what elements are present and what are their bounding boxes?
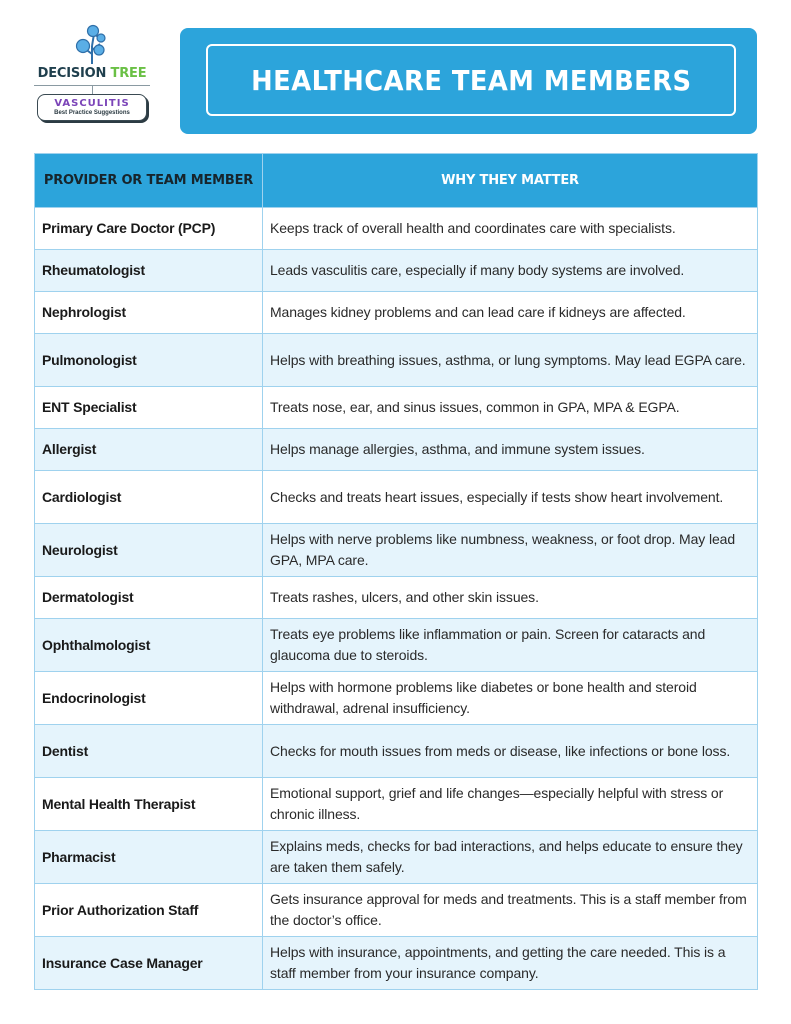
member-name: Primary Care Doctor (PCP) [35, 208, 263, 250]
member-reason: Keeps track of overall health and coordinates care with specialists. [263, 208, 758, 250]
table-row [35, 672, 758, 725]
member-name: Cardiologist [35, 471, 263, 524]
table-row [35, 831, 758, 884]
member-reason: Helps with insurance, appointments, and getting the care needed. This is a staff member from your insurance company. [263, 937, 758, 990]
team-members-table [34, 153, 758, 990]
member-reason: Helps with nerve problems like numbness, weakness, or foot drop. May lead GPA, MPA care. [263, 524, 758, 577]
member-reason: Manages kidney problems and can lead care if kidneys are affected. [263, 292, 758, 334]
page-title: HEALTHCARE TEAM MEMBERS [250, 63, 692, 97]
table-row [35, 725, 758, 778]
table-row [35, 619, 758, 672]
table-row [35, 778, 758, 831]
member-reason: Helps with hormone problems like diabetes or bone health and steroid withdrawal, adrenal insufficiency. [263, 672, 758, 725]
table-row [35, 937, 758, 990]
member-reason: Explains meds, checks for bad interactions, and helps educate to ensure they are taken them safely. [263, 831, 758, 884]
member-reason: Helps manage allergies, asthma, and immune system issues. [263, 429, 758, 471]
title-frame [206, 44, 736, 116]
member-reason: Gets insurance approval for meds and treatments. This is a staff member from the doctor’s office. [263, 884, 758, 937]
badge-subtitle: Best Practice Suggestions [54, 110, 130, 116]
member-reason: Treats rashes, ulcers, and other skin issues. [263, 577, 758, 619]
logo-connector [92, 86, 93, 94]
decision-tree-logo [30, 24, 154, 121]
member-name: ENT Specialist [35, 387, 263, 429]
table-row [35, 387, 758, 429]
member-name: Insurance Case Manager [35, 937, 263, 990]
member-reason: Helps with breathing issues, asthma, or lung symptoms. May lead EGPA care. [263, 334, 758, 387]
vasculitis-badge [37, 94, 147, 121]
member-reason: Checks and treats heart issues, especially if tests show heart involvement. [263, 471, 758, 524]
member-reason: Leads vasculitis care, especially if many body systems are involved. [263, 250, 758, 292]
brand-word-tree: TREE [110, 66, 147, 81]
table-row [35, 884, 758, 937]
member-name: Dentist [35, 725, 263, 778]
member-name: Pharmacist [35, 831, 263, 884]
badge-title: VASCULITIS [54, 98, 130, 109]
logo-divider [34, 85, 150, 86]
column-header-why: WHY THEY MATTER [263, 154, 758, 208]
table-header-row [35, 154, 758, 208]
member-name: Pulmonologist [35, 334, 263, 387]
member-name: Neurologist [35, 524, 263, 577]
brand-name [30, 66, 154, 81]
table-row [35, 292, 758, 334]
table-row [35, 250, 758, 292]
table-row [35, 524, 758, 577]
member-name: Prior Authorization Staff [35, 884, 263, 937]
member-name: Ophthalmologist [35, 619, 263, 672]
member-reason: Treats eye problems like inflammation or pain. Screen for cataracts and glaucoma due to steroids. [263, 619, 758, 672]
member-reason: Checks for mouth issues from meds or disease, like infections or bone loss. [263, 725, 758, 778]
member-reason: Treats nose, ear, and sinus issues, common in GPA, MPA & EGPA. [263, 387, 758, 429]
table-row [35, 577, 758, 619]
member-name: Allergist [35, 429, 263, 471]
table-row [35, 334, 758, 387]
column-header-member: PROVIDER OR TEAM MEMBER [35, 154, 263, 208]
brand-word-decision: DECISION [37, 66, 107, 81]
title-banner [180, 28, 757, 134]
table-row [35, 429, 758, 471]
member-name: Mental Health Therapist [35, 778, 263, 831]
table-row [35, 208, 758, 250]
member-reason: Emotional support, grief and life changes—especially helpful with stress or chronic illness. [263, 778, 758, 831]
table-row [35, 471, 758, 524]
member-name: Endocrinologist [35, 672, 263, 725]
member-name: Nephrologist [35, 292, 263, 334]
member-name: Dermatologist [35, 577, 263, 619]
tree-icon [72, 24, 112, 64]
member-name: Rheumatologist [35, 250, 263, 292]
